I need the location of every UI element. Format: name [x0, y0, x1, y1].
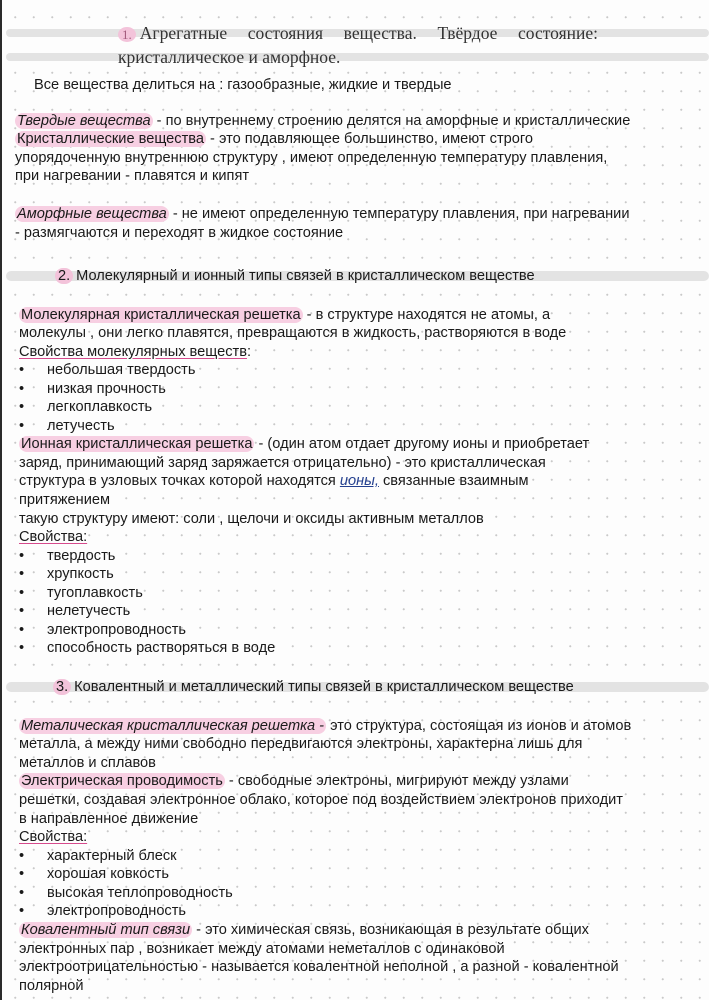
cond-definition-line2: решетки, создавая электронное облако, которое под воздействием электронов приходит	[19, 792, 623, 808]
solid-definition: Твердые вещества - по внутреннему строению делятся на аморфные и кристаллические	[17, 113, 631, 129]
ion-definition-line4: притяжением	[19, 492, 110, 508]
list-item: • способность растворяться в воде	[19, 640, 276, 656]
cond-definition-line3: в направленное движение	[19, 811, 199, 827]
cov-definition-line3: электроотрицательностью - называется ковалентной неполной , а разной - ковалентной	[19, 959, 619, 975]
list-item: • хорошая ковкость	[19, 866, 169, 882]
amorph-definition-line1: Аморфные вещества - не имеют определенную температуру плавления, при нагревании	[17, 206, 630, 222]
mol-definition-line1: Молекулярная кристаллическая решетка - в структуре находятся не атомы, а	[21, 307, 551, 323]
metal-props-heading	[19, 828, 87, 847]
section3-number: 3.	[53, 679, 71, 695]
section2-number: 2.	[55, 268, 73, 284]
amorph-definition-line2: - размягчаются и переходят в жидкое состояние	[15, 225, 344, 241]
cond-definition-line1: Электрическая проводимость - свободные электроны, мигрируют между узлами	[21, 773, 569, 789]
ion-definition-line5: такую структуру имеют: соли , щелочи и оксиды активным металлов	[19, 511, 484, 527]
cov-definition-line2: электронных пар , возникает между атомами неметаллов с одинаковой	[19, 941, 505, 957]
metal-term: Металическая кристаллическая решетка -	[21, 718, 325, 734]
mol-definition-line2: молекулы , они легко плавятся, превращаются в жидкость, растворяются в воде	[19, 325, 567, 341]
intro-text: Все вещества делиться на : газообразные, жидкие и твердые	[34, 77, 452, 93]
metal-props-label: Свойства:	[19, 829, 88, 845]
crystal-definition-line3: при нагревании - плавятся и кипят	[15, 168, 250, 184]
cond-term: Электрическая проводимость	[21, 773, 223, 789]
list-item: • электропроводность	[19, 903, 187, 919]
cov-term: Ковалентный тип связи	[21, 922, 191, 938]
list-item: • высокая теплопроводность	[19, 885, 233, 901]
crystal-definition-line1: Кристаллические вещества - это подавляющее большинство, имеют строго	[17, 131, 533, 147]
amorph-term: Аморфные вещества	[17, 206, 167, 222]
ion-definition-line2: заряд, принимающий заряд заряжается отрицательно) - это кристаллическая	[19, 455, 546, 471]
cov-definition-line1: Ковалентный тип связи - это химическая связь, возникающая в результате общих	[21, 922, 589, 938]
mol-props-label: Свойства молекулярных веществ	[19, 344, 247, 360]
section1-number: 1.	[118, 27, 136, 42]
mol-props-heading: Свойства молекулярных веществ:	[19, 344, 252, 360]
crystal-definition-line2: упорядоченную внутреннюю структуру , имеют определенную температуру плавления,	[15, 150, 608, 166]
mol-term: Молекулярная кристаллическая решетка	[21, 307, 301, 323]
ions-word: ионы,	[339, 473, 379, 489]
list-item: • тугоплавкость	[19, 585, 143, 601]
section3-title: 3. Ковалентный и металлический типы связей в кристаллическом веществе	[53, 678, 574, 696]
list-item: • хрупкость	[19, 566, 114, 582]
section2-title: 2. Молекулярный и ионный типы связей в кристаллическом веществе	[55, 267, 535, 285]
ion-props-heading	[19, 528, 87, 547]
list-item: • твердость	[19, 548, 116, 564]
metal-definition-line3: металлов и сплавов	[19, 755, 156, 771]
list-item: • низкая прочность	[19, 381, 166, 397]
list-item: • летучесть	[19, 418, 115, 434]
page-left-edge	[0, 0, 2, 1000]
ion-definition-line1: Ионная кристаллическая решетка - (один атом отдает другому ионы и приобретает	[21, 436, 590, 452]
list-item: • нелетучесть	[19, 603, 131, 619]
ion-props-label: Свойства:	[19, 529, 88, 545]
solid-term: Твердые вещества	[17, 113, 151, 129]
list-item: • характерный блеск	[19, 848, 177, 864]
cov-definition-line4: полярной	[19, 978, 84, 994]
crystal-term: Кристаллические вещества	[17, 131, 204, 147]
ion-definition-line3: структура в узловых точках которой находятся ионы, связанные взаимным	[19, 473, 529, 489]
list-item: • небольшая твердость	[19, 362, 196, 378]
section1-title: 1. Агрегатные состояния вещества. Твёрдое состояние: кристаллическое и аморфное.	[118, 23, 598, 67]
metal-definition-line2: металла, а между ними свободно передвигаются электроны, характерна лишь для	[19, 736, 583, 752]
list-item: • легкоплавкость	[19, 399, 153, 415]
metal-definition-line1: Металическая кристаллическая решетка - это структура, состоящая из ионов и атомов	[21, 718, 632, 734]
list-item: • электропроводность	[19, 622, 187, 638]
ion-term: Ионная кристаллическая решетка	[21, 436, 253, 452]
